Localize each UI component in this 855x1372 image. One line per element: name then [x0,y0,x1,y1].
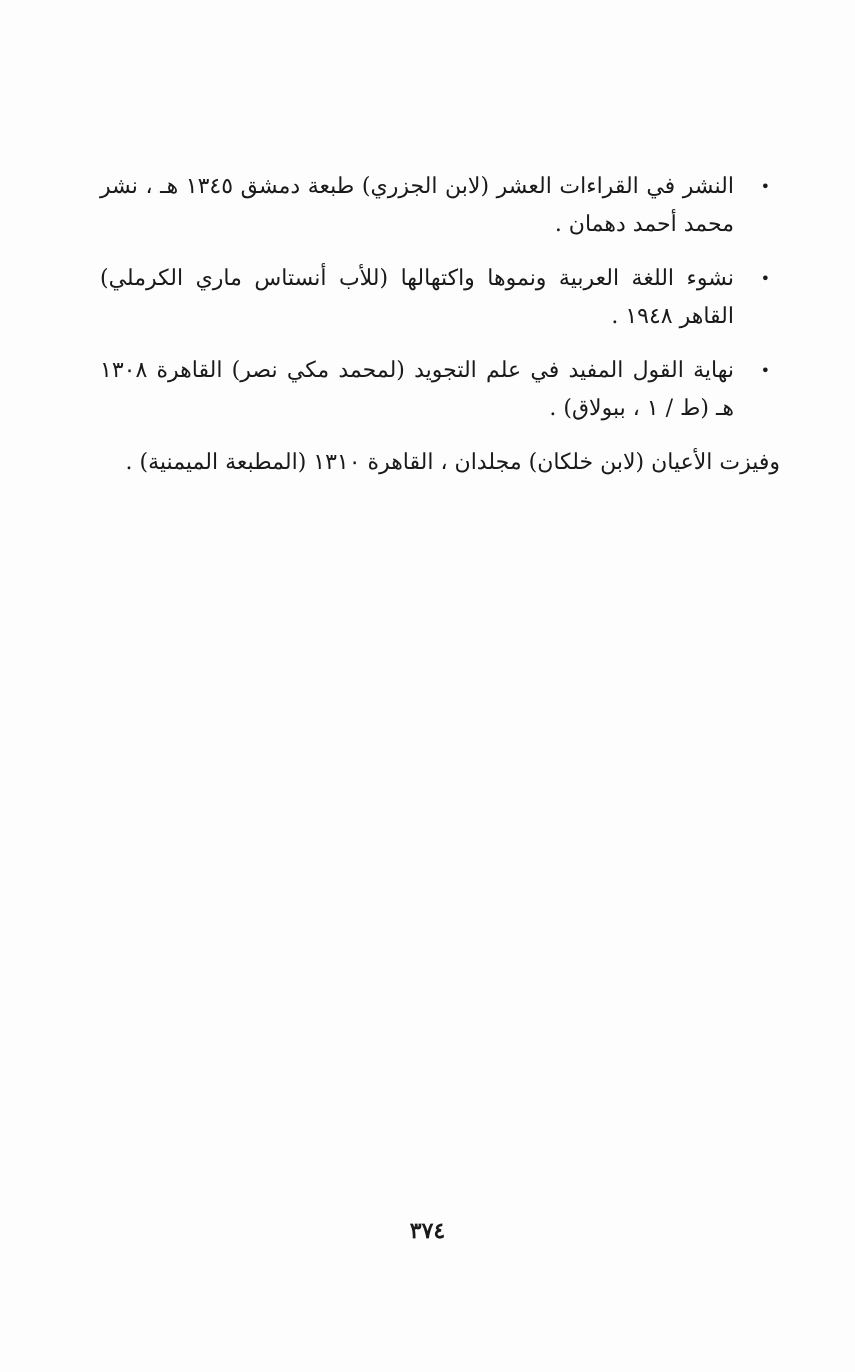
page-number: ٣٧٤ [409,1218,446,1244]
bibliography-list [100,168,780,498]
entry-text: وفيزت الأعيان (لابن خلكان) مجلدان ، القاهرة ١٣١٠ (المطبعة الميمنية) . [125,450,780,475]
bibliography-entry [100,260,780,336]
entry-text: النشر في القراءات العشر (لابن الجزري) طبعة دمشق ١٣٤٥ هـ ، نشر محمد أحمد دهمان . [100,174,734,237]
bullet-icon: • [760,177,770,196]
bibliography-entry [100,352,780,428]
bullet-icon: • [760,361,770,380]
bibliography-entry [100,168,780,244]
bullet-icon: • [760,269,770,288]
entry-text: نهاية القول المفيد في علم التجويد (لمحمد مكي نصر) القاهرة ١٣٠٨ هـ (ط / ١ ، ببولاق) . [100,358,734,421]
bibliography-entry [100,444,780,482]
entry-text: نشوء اللغة العربية ونموها واكتهالها (للأب أنستاس ماري الكرملي) القاهر ١٩٤٨ . [100,266,734,329]
